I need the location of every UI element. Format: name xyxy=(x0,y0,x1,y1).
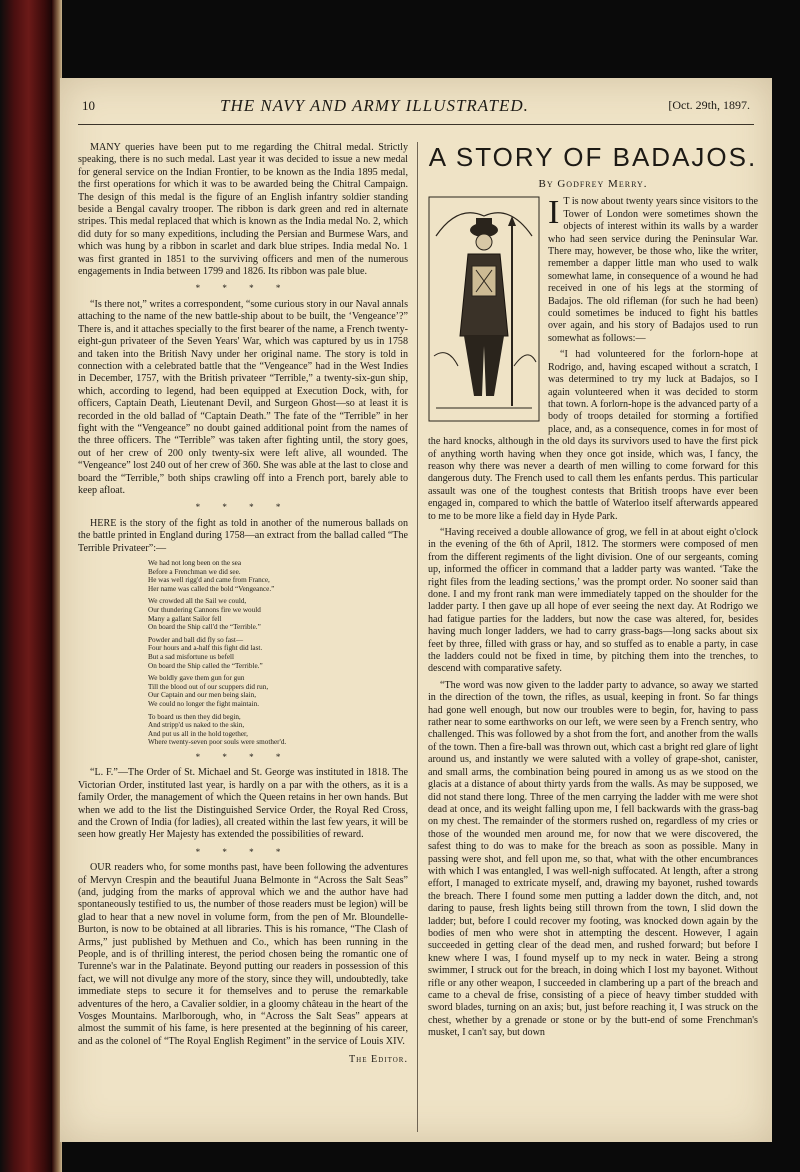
section-divider: * * * * xyxy=(195,502,291,513)
poem-line: We had not long been on the sea xyxy=(148,559,242,567)
poem-line: To board us then they did begin, xyxy=(148,712,241,721)
magazine-page xyxy=(60,78,772,1142)
poem-line: Our thundering Cannons fire we would xyxy=(148,605,261,614)
poem-line: On board the Ship call'd the “Terrible.” xyxy=(148,623,261,632)
right-column xyxy=(428,142,758,1132)
page-header xyxy=(60,96,772,120)
poem-line: But a sad misfortune us befell xyxy=(148,652,235,661)
byline: By Godfrey Merry. xyxy=(538,178,648,190)
poem-stanza xyxy=(148,636,408,670)
section-divider: * * * * xyxy=(195,751,291,762)
poem-line: We could no longer the fight maintain. xyxy=(148,699,259,708)
poem-stanza xyxy=(148,559,408,593)
book-binding-spine xyxy=(0,0,52,1172)
poem-line: On board the Ship called the “Terrible.” xyxy=(148,661,263,670)
poem-line: We boldly gave them gun for gun xyxy=(148,674,245,683)
page-number: 10 xyxy=(82,98,95,113)
story-paragraph: “Having received a double allowance of grog, we fell in at about eight o'clock in the evening of the 6th of April, 1812. The stormers were composed of men from the different regiments of the light division. One of our sergeants, coming up, informed the officer in command that a ladder party was wanted. ‘Take the right files from the leading sections,’ was the prompt order. No sooner said than done. I and my front rank man were immediately tapped on the shoulder for the ladder party. I then gave up all hope of ever seeing the next day. At Rodrigo we had fatigue parties for the ladders, but now the case was altered, for, besides having much longer ladders, we had to carry grass-bags—long sacks about six feet by three, filled with grass or hay, and so stuffed as to enable a party, in case the ladders could not be fixed in time, by pitching them into the trenches, to descend with comparative safety. xyxy=(428,526,758,675)
story-opening-paragraph: T is now about twenty years since visitors to the Tower of London were sometimes shown the objects of interest within its walls by a warder who had seen service during the Peninsular War. There may, however, be those who, like the writer, remember a dapper little man who used to walk somewhat lame, in consequence of a wound he had received in one of his legs at the storming of Badajos. The old rifleman (for such he had been) could sometimes be induced to fight his battles over again, and his story of Badajos used to run somewhat as follows:— xyxy=(548,196,758,344)
poem-line: Powder and ball did fly so fast— xyxy=(148,635,244,644)
poem-line: Before a Frenchman we did see. xyxy=(148,567,241,576)
drop-cap: I xyxy=(548,194,560,232)
poem-line: He was well rigg'd and came from France, xyxy=(148,576,270,585)
poem-line: We crowded all the Sail we could, xyxy=(148,597,247,606)
poem-stanza xyxy=(148,597,408,631)
ballad-intro-paragraph: HERE is the story of the fight as told in another of the numerous ballads on the battle printed in England during 1758—an extract from the ballad called “The Terrible Privateer”:— xyxy=(78,517,408,554)
poem-stanza xyxy=(148,674,408,708)
issue-date: [Oct. 29th, 1897. xyxy=(668,98,750,112)
poem-line: Our Captain and our men being slain, xyxy=(148,691,256,700)
editor-signature: The Editor. xyxy=(349,1054,408,1066)
orders-paragraph: “L. F.”—The Order of St. Michael and St. George was instituted in 1818. The Victorian Order, instituted last year, is hardly on a par with the others, as it is a family Order, the management of which the Queen retains in her own hands. But when we add to the list the Distinguished Service Order, the Royal Red Cross, and the Crown of India (for ladies), all created within the last few years, it will be seen how greatly Her Majesty has extended the possibilities of reward. xyxy=(78,767,408,841)
novel-paragraph: OUR readers who, for some months past, have been following the adventures of Mervyn Crespin and the beautiful Juana Belmonte in “Across the Salt Seas” (and, judging from the marks of approval which we and the author have had spontaneously testified to us, the number of those readers must be legion) will be glad to hear that a new novel in volume form, from the pen of Mr. Bloundelle-Burton, is now to be obtained at all libraries. This is his romance, “The Clash of Arms,” just published by Methuen and Co., which has been running in the People, and is of thrilling interest, the period chosen being the romantic one of Turenne's war in the Palatinate. Beyond putting our readers in possession of this fact, we will not divulge any more of the story, since they will, undoubtedly, take immediate steps to secure it for themselves and to peruse the remarkable adventures of the hero, a Cavalier soldier, in a gloomy château in the heart of the Vosges Mountains. Marlborough, who, in “Across the Salt Seas” appears at almost the summit of his fame, is here presented at the beginning of his career, and as the colonel of “The Royal English Regiment” in the service of Louis XIV. xyxy=(78,862,408,1047)
poem-stanza xyxy=(148,713,408,747)
section-divider: * * * * xyxy=(195,846,291,857)
poem-line: Her name was called the bold “Vengeance.” xyxy=(148,584,275,593)
poem-line: Where twenty-seven poor souls were smother'd. xyxy=(148,738,287,747)
chitral-medal-paragraph: MANY queries have been put to me regarding the Chitral medal. Strictly speaking, there is no such medal. Last year it was decided to issue a new medal for general service on the Indian Frontier, to be known as the India 1895 medal, the first operations for which it was to be awarded being the Chitral Campaign. The design of this medal is the figure of an English infantry soldier standing beside a Bengal cavalry trooper. The ribbon is dark green and red in alternate stripes. This medal replaced that which is known as the India medal No. 2, which did duty for so many expeditions, including the Persian and Burmese Wars, and which was hung by a ribbon in scarlet and dark blue stripes. India medal No. 1 was first granted in 1851 to the surviving officers and men of the numerous engagements in India between 1799 and 1826. Its ribbon was pale blue. xyxy=(78,142,408,278)
story-paragraph: “I had volunteered for the forlorn-hope at Rodrigo, and, having escaped without a scratch, I was determined to try my luck at Badajos, so I again volunteered when it was decided to storm that town. A forlorn-hope is the advanced party of a body of troops detailed for storming a fortified place, and, as a consequence, comes in for most of the hard knocks, although in the old days its survivors used to have the first pick of anything worth having when they once got inside, which was, I fancy, the reason why there was never a dearth of men willing to come forward for this dangerous duty. The French used to call them les enfants perdus. This particular assault was one of the toughest contests that British troops have ever been engaged in, compared to which the battle of Waterloo itself afterwards appeared to me to be more like a field day in Hyde Park. xyxy=(428,349,758,522)
header-rule xyxy=(78,124,754,125)
tower-warder-figure-icon xyxy=(428,196,540,422)
ballad-poem xyxy=(148,559,408,747)
left-column xyxy=(78,142,408,1132)
column-divider xyxy=(417,142,418,1132)
poem-line: Many a gallant Sailor fell xyxy=(148,614,222,623)
poem-line: Till the blood out of our scuppers did run, xyxy=(148,682,269,691)
vengeance-paragraph: “Is there not,” writes a correspondent, “some curious story in our Naval annals attaching to the name of the new battle-ship about to be built, the ‘Vengeance’?” There is, and it attaches specially to the first bearer of the name, a French twenty-eight-gun privateer of the Seven Years' War, which was captured by us in 1758 and taken into the British Navy under her original name. The story is told in connection with a celebrated battle that the “Vengeance” had in the West Indies in December, 1757, with the British privateer “Terrible,” a twenty-six-gun ship, which, according to legend, had been equipped at Execution Dock, with, for officers, Captain Death, Lieutenant Devil, and Surgeon Ghost—so at least it is recorded in the old ballad of “Captain Death.” The fate of the “Terrible” in her fight with the “Vengeance” no doubt gained additional point from the names of the three officers. The “Terrible” was taken after fighting until, the story goes, out of her crew of 200 only twenty-six were left alive, all wounded. The “Vengeance” lost 240 out of her crew of 360. She was able at the last to close and board the “Terrible,” both ships crawling off into a French port, barely able to keep afloat. xyxy=(78,298,408,496)
poem-line: And put us all in the hold together, xyxy=(148,729,248,738)
section-divider: * * * * xyxy=(195,283,291,294)
story-title: A STORY OF BADAJOS. xyxy=(428,142,758,172)
story-paragraph: “The word was now given to the ladder party to advance, so away we started in the direction of the town, the rifles, as usual, keeping in front. So far things had gone well enough, but now our troubles were to begin, for, having to pass rather near to some earthworks on our left, we were seen by a French sentry, who challenged. This was followed by a shot from the fort, and another from the walls of the town. Then a fire-ball was thrown out, which cast a bright red glare of light around us, and instantly we were saluted with a volley of grape-shot, canister, and small arms, the combination being poured in among us as we stood on the glacis at a distance of about thirty yards from the walls. As may be supposed, we did not stand there long. Three of the men carrying the ladder with me were shot dead at once, and its weight falling upon me, I fell backwards with the grass-bag on my chest. The remainder of the stormers rushed on, regardless of my cries or those of the wounded men around me, for now that we were discovered, the safest thing to do was to make for the breach as soon as possible. Many in passing were shot, and fell upon me, so that, what with the other encumbrances with which I was entangled, I was well-nigh suffocated. At length, after a strong effort, I managed to extricate myself, and, drawing my bayonet, rushed towards the breach. There I found some men putting a ladder down the ditch, and, not daring to pause, fresh lights being still thrown from the town, I slid down the ladder; but, before I could recover my footing, was knocked down again by the bodies of men who were shot in attempting the descent. However, I again succeeded in getting clear of the dead men, and rushed forward; but before I knew where I was, I found myself up to my neck in water. Being a strong swimmer, I struck out for the breach, in doing which I lost my bayonet. Without rifle or any other weapon, I succeeded in clambering up a part of the breach and came to a cheval de frise, consisting of a piece of heavy timber studded with sword blades, turning on an axis; but, just before reaching it, I was struck on the chest, whether by a grenade or stone or by the butt-end of some Frenchman's musket, I can't say, but down xyxy=(428,679,758,1039)
running-title: THE NAVY AND ARMY ILLUSTRATED. xyxy=(220,96,529,115)
poem-line: And stripp'd us naked to the skin, xyxy=(148,721,245,730)
poem-line: Four hours and a-half this fight did last. xyxy=(148,644,263,653)
